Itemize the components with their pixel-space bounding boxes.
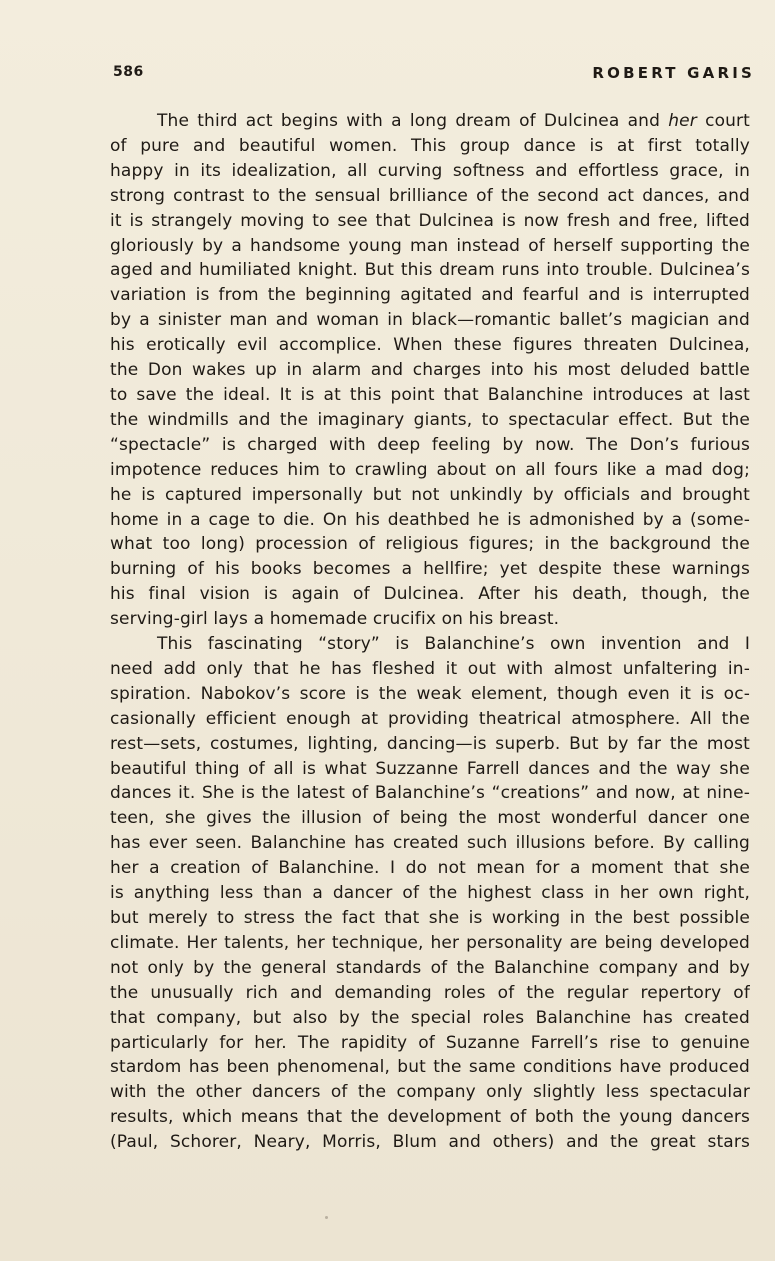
text-line: the Don wakes up in alarm and charges into his most deluded battle (110, 360, 750, 381)
text-line: it is strangely moving to see that Dulcinea is now fresh and free, lifted (110, 210, 750, 231)
text-line: is anything less than a dancer of the highest class in her own right, (110, 883, 750, 904)
text-line: (Paul, Schorer, Neary, Morris, Blum and others) and the great stars (110, 1132, 750, 1153)
page-number: 586 (113, 64, 144, 80)
text-line: dances it. She is the latest of Balanchine’s “creations” and now, at nine- (110, 783, 750, 804)
text-line: “spectacle” is charged with deep feeling by now. The Don’s furious (110, 434, 750, 455)
text-line: that company, but also by the special roles Balanchine has created (110, 1007, 750, 1028)
body-text (110, 109, 750, 1155)
text-line: her a creation of Balanchine. I do not mean for a moment that she (110, 858, 750, 879)
text-line: rest—sets, costumes, lighting, dancing—is superb. But by far the most (110, 733, 750, 754)
text-line: burning of his books becomes a hellfire; yet despite these warnings (110, 559, 750, 580)
text-line: he is captured impersonally but not unkindly by officials and brought (110, 484, 750, 505)
page-mark (325, 1216, 328, 1219)
text-line: results, which means that the development of both the young dancers (110, 1107, 750, 1128)
page-header (113, 64, 755, 88)
text-line: has ever seen. Balanchine has created such illusions before. By calling (110, 833, 750, 854)
text-line: happy in its idealization, all curving softness and effortless grace, in (110, 160, 750, 181)
text-line: casionally efficient enough at providing theatrical atmosphere. All the (110, 708, 750, 729)
text-line: The third act begins with a long dream of Dulcinea and her court (157, 111, 750, 131)
text-line: teen, she gives the illusion of being the most wonderful dancer one (110, 808, 750, 829)
text-line: of pure and beautiful women. This group dance is at first totally (110, 135, 750, 156)
running-head-author: ROBERT GARIS (592, 64, 755, 82)
text-line: the windmills and the imaginary giants, to spectacular effect. But the (110, 409, 750, 430)
text-line: strong contrast to the sensual brilliance of the second act dances, and (110, 185, 750, 206)
text-line: spiration. Nabokov’s score is the weak element, though even it is oc- (110, 683, 750, 704)
emphasis: her (668, 111, 697, 131)
text-line: gloriously by a handsome young man instead of herself supporting the (110, 235, 750, 256)
text-line: aged and humiliated knight. But this dream runs into trouble. Dulcinea’s (110, 260, 750, 281)
text-line: not only by the general standards of the Balanchine company and by (110, 957, 750, 978)
text-line: variation is from the beginning agitated and fearful and is interrupted (110, 285, 750, 306)
text-line: need add only that he has fleshed it out with almost unfaltering in- (110, 658, 750, 679)
text-line: what too long) procession of religious figures; in the background the (110, 534, 750, 555)
text-line: his final vision is again of Dulcinea. After his death, though, the (110, 584, 750, 605)
text-line: the unusually rich and demanding roles of the regular repertory of (110, 982, 750, 1003)
text-line: his erotically evil accomplice. When these figures threaten Dulcinea, (110, 335, 750, 356)
text-line: This fascinating “story” is Balanchine’s own invention and I (157, 634, 750, 655)
text-line: serving-girl lays a homemade crucifix on his breast. (110, 609, 560, 630)
text-line: climate. Her talents, her technique, her personality are being developed (110, 932, 750, 953)
text-line: by a sinister man and woman in black—romantic ballet’s magician and (110, 310, 750, 331)
text-line: stardom has been phenomenal, but the same conditions have produced (110, 1057, 750, 1078)
text-line: with the other dancers of the company only slightly less spectacular (110, 1082, 750, 1103)
text-line: home in a cage to die. On his deathbed he is admonished by a (some- (110, 509, 750, 530)
text-line: to save the ideal. It is at this point that Balanchine introduces at last (110, 384, 750, 405)
text-line: particularly for her. The rapidity of Suzanne Farrell’s rise to genuine (110, 1032, 750, 1053)
text-line: but merely to stress the fact that she is working in the best possible (110, 908, 750, 928)
text-line: beautiful thing of all is what Suzzanne Farrell dances and the way she (110, 758, 750, 779)
text-line: impotence reduces him to crawling about on all fours like a mad dog; (110, 459, 750, 480)
